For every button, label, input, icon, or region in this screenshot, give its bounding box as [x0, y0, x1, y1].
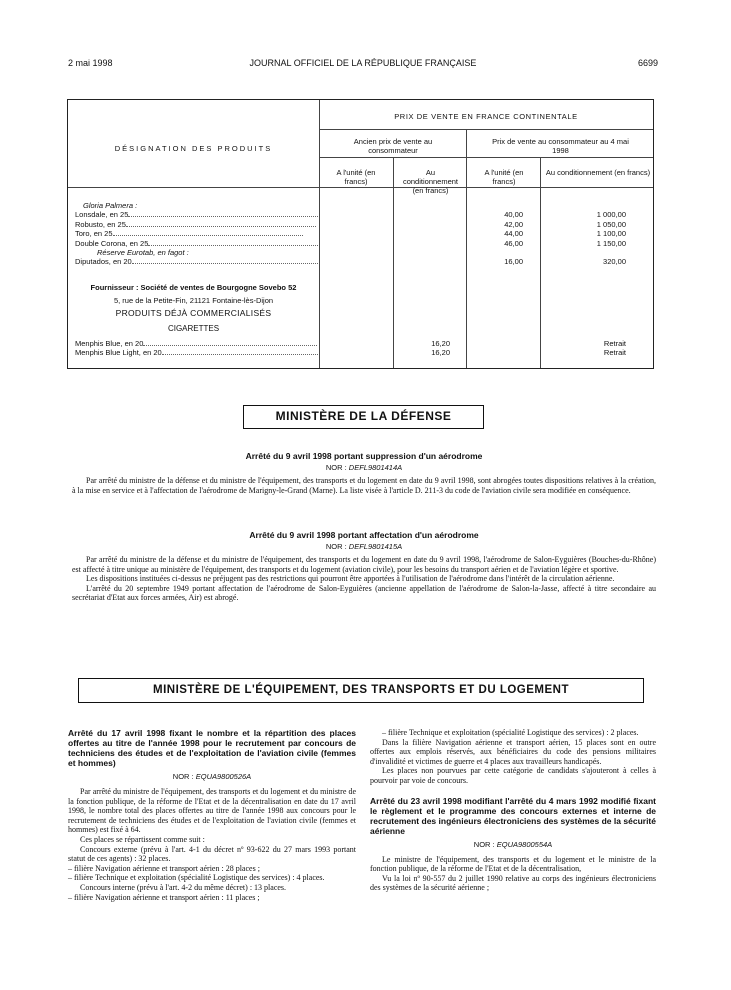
- nor-reference: NOR : DEFL9801414A: [325, 463, 403, 472]
- nor-reference: NOR : EQUA9800554A: [473, 839, 553, 849]
- nor-reference: NOR : DEFL9801415A: [325, 542, 403, 551]
- table-row: Lonsdale, en 25: [75, 210, 318, 219]
- new-pack-values: 1 000,00 1 050,00 1 100,00 1 150,00 320,00: [596, 210, 626, 267]
- article-paragraph: Les dispositions instituées ci-dessus ne préjugent pas des restrictions qui pourront être apportées à l'utilisation de l'aérodrome dans l'intérêt de la circulation aérienne.: [86, 574, 615, 583]
- brand-label: Gloria Palmera :: [83, 201, 138, 210]
- header-journal-title: JOURNAL OFFICIEL DE LA RÉPUBLIQUE FRANÇAISE: [249, 58, 477, 68]
- new-price-header: Prix de vente au consommateur au 4 mai 1998: [492, 137, 629, 155]
- old-pack-header: Au conditionnement (en francs): [402, 168, 459, 195]
- subsection-heading: CIGARETTES: [167, 324, 220, 333]
- table-row: Robusto, en 25: [75, 220, 318, 229]
- article-paragraph: Par arrêté du ministre de l'équipement, des transports et du logement et du ministre de la fonction publique, de la réforme de l'Etat et de la décentralisation en date du 17 avril 1998, le nombre total des places offertes au titre de l'année 1998 aux concours pour le recrutement de techniciens des études et de l'exploitation de l'aviation civile (femmes et hommes) est fixé à 64.: [68, 787, 356, 835]
- new-pack-header: Au conditionnement (en francs): [545, 168, 651, 177]
- list-item: – filière Navigation aérienne et transport aérien : 28 places ;: [68, 863, 260, 873]
- reserve-label: Réserve Eurotab, en fagot :: [97, 247, 189, 257]
- article-title: Arrêté du 23 avril 1998 modifiant l'arrêté du 4 mars 1992 modifié fixant le règlement et le programme des concours externes et interne de recrutement des ingénieurs électroniciens des systèmes de la sécurité aérienne: [370, 795, 656, 836]
- article-paragraph: Concours interne (prévu à l'art. 4-2 du même décret) : 13 places.: [80, 882, 287, 892]
- section-heading: PRODUITS DÉJÀ COMMERCIALISÉS: [115, 308, 272, 318]
- nor-reference: NOR : EQUA9800526A: [172, 772, 252, 781]
- designation-header: DÉSIGNATION DES PRODUITS: [114, 144, 273, 153]
- table-row: Toro, en 25: [75, 229, 318, 238]
- list-item: – filière Navigation aérienne et transport aérien : 11 places ;: [68, 892, 260, 902]
- table-row: Menphis Blue, en 20: [75, 339, 318, 348]
- price-header: PRIX DE VENTE EN FRANCE CONTINENTALE: [394, 112, 578, 121]
- article-title: Arrêté du 17 avril 1998 fixant le nombre et la répartition des places offertes au titre de l'année 1998 pour le recrutement par concours de techniciens des études et de l'exploitation de l'aviation civile (femmes et hommes): [68, 728, 356, 768]
- right-column: [370, 728, 656, 893]
- article-title: Arrêté du 9 avril 1998 portant suppression d'un aérodrome: [245, 451, 483, 461]
- list-item: – filière Technique et exploitation (spécialité Logistique des services) : 2 places.: [382, 728, 639, 737]
- article-paragraph: Vu la loi nº 90-557 du 2 juillet 1990 relative au corps des ingénieurs électroniciens des systèmes de la sécurité aérienne ;: [370, 873, 656, 893]
- article-paragraph: Concours externe (prévu à l'art. 4-1 du décret nº 93-622 du 27 mars 1993 portant statut de ces agents) : 32 places.: [68, 844, 356, 864]
- table-row: Double Corona, en 25: [75, 239, 318, 248]
- left-column: [68, 728, 356, 902]
- list-item: – filière Technique et exploitation (spécialité Logistique des services) : 4 places.: [68, 873, 325, 883]
- article-suppression: [72, 451, 656, 495]
- table-divider: [68, 187, 653, 188]
- article-paragraph: Les places non pourvues par cette catégorie de candidats s'ajouteront à celles à pourvoir par voie de concours.: [370, 766, 656, 785]
- article-paragraph: Par arrêté du ministre de la défense et du ministre de l'équipement, des transports et du logement en date du 9 avril 1998, l'aérodrome de Salon-Eyguières (Bouches-du-Rhône) est affecté à titre unique au ministère de l'équipement, des transports et du logement (aviation civile), pour les besoins du transport aérien et de l'aviation légère et sportive.: [72, 555, 656, 574]
- price-table: [67, 99, 654, 369]
- header-page-number: 6699: [637, 58, 658, 68]
- retrait-values: Retrait Retrait: [603, 339, 626, 358]
- new-unit-values: 40,00 42,00 44,00 46,00 16,00: [504, 210, 523, 267]
- old-price-header: Ancien prix de vente au consommateur: [353, 137, 433, 155]
- header-date: 2 mai 1998: [68, 58, 113, 68]
- ministry-equipement-heading: MINISTÈRE DE L'ÉQUIPEMENT, DES TRANSPORTS ET DU LOGEMENT: [78, 678, 644, 703]
- article-paragraph: Le ministre de l'équipement, des transports et du logement et le ministre de la fonction publique, de la réforme de l'Etat et de la décentralisation,: [370, 854, 656, 874]
- table-divider: [319, 129, 653, 130]
- new-unit-header: A l'unité (en francs): [484, 168, 524, 186]
- article-paragraph: Ces places se répartissent comme suit :: [80, 834, 205, 844]
- supplier-line-2: 5, rue de la Petite-Fin, 21121 Fontaine-lès-Dijon: [113, 296, 274, 305]
- table-divider: [319, 100, 320, 368]
- supplier-line-1: Fournisseur : Société de ventes de Bourgogne Sovebo 52: [90, 283, 297, 292]
- article-title: Arrêté du 9 avril 1998 portant affectation d'un aérodrome: [249, 530, 479, 540]
- article-paragraph: Par arrêté du ministre de la défense et du ministre de l'équipement, des transports et du logement en date du 9 avril 1998, sont abrogées toutes dispositions relatives à la création, à la mise en service et à l'affectation de l'aérodrome de Marigny-le-Grand (Marne). La liste visée à l'article D. 211-3 du code de l'aviation civile sera modifiée en conséquence.: [72, 476, 656, 495]
- old-pack-values: 16,20 16,20: [431, 339, 450, 358]
- table-divider: [319, 157, 653, 158]
- ministry-defense-heading: MINISTÈRE DE LA DÉFENSE: [243, 405, 484, 429]
- table-row: Menphis Blue Light, en 20: [75, 348, 318, 357]
- article-paragraph: L'arrêté du 20 septembre 1949 portant affectation de l'aérodrome de Salon-Eyguières (ancienne appellation de l'aérodrome de Salon-la-Jasse, affecté à titre secondaire au secrétariat d'Etat aux forces armées, Air) est abrogé.: [72, 583, 656, 602]
- old-unit-header: A l'unité (en francs): [336, 168, 376, 186]
- table-divider: [466, 130, 467, 368]
- table-divider: [540, 158, 541, 368]
- table-divider: [393, 158, 394, 368]
- article-paragraph: Dans la filière Navigation aérienne et transport aérien, 15 places sont en outre offertes aux emplois réservés, aux bénéficiaires du code des pensions militaires d'invalidité et victimes de guerre et 4 places aux travailleurs handicapés.: [370, 737, 656, 766]
- article-affectation: [72, 530, 656, 603]
- cigarette-rows: [75, 339, 318, 358]
- table-row: Diputados, en 20: [75, 257, 318, 266]
- product-rows: [75, 201, 318, 267]
